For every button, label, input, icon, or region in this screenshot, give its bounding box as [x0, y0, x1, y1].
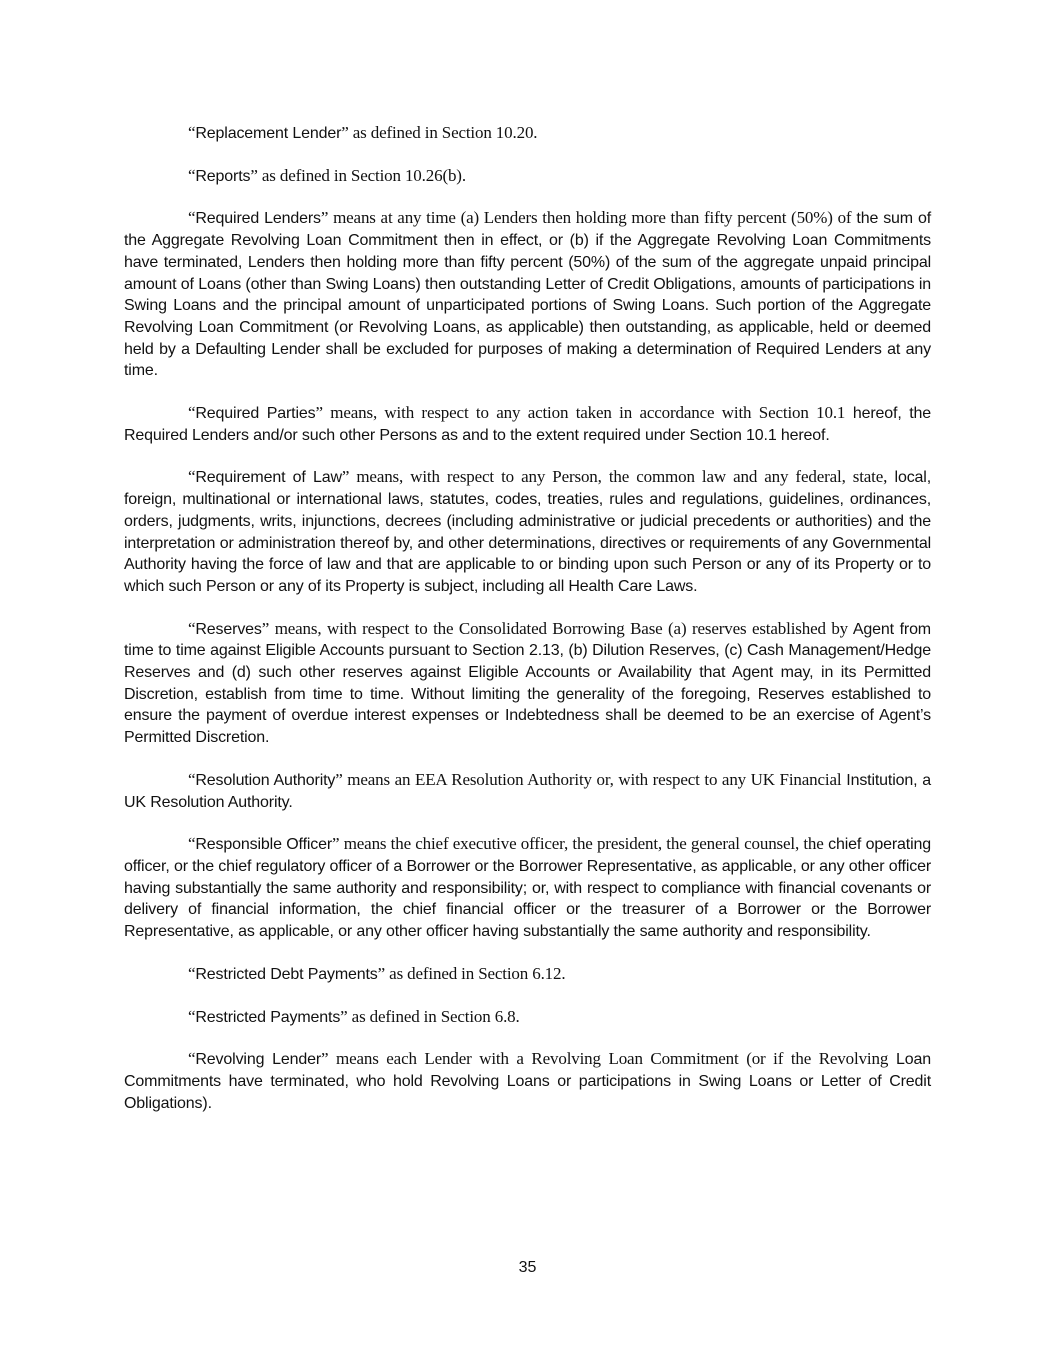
- defined-term: Replacement Lender: [195, 125, 342, 142]
- definition-lead: means, with respect to any action taken in accordance with Section 10.1: [322, 403, 846, 423]
- definition-paragraph: “Restricted Debt Payments” as defined in Section 6.12.: [188, 963, 566, 983]
- defined-term: Requirement of Law: [195, 469, 342, 487]
- defined-term: Responsible Officer: [195, 836, 333, 854]
- definition-text: the sum of the Aggregate Revolving Loan Commitment then in effect, or (b) if the Aggregate Revolving Loan Commitments have terminated, Lenders then holding more than fifty percent (50%) of the sum of the aggregate unpaid principal amount of Loans (other than Swing Loans) then outstanding Letter of Credit Obligations, amounts of participations in Swing Loans and the principal amount of unparticipated portions of Swing Loans. Such portion of the Aggregate Revolving Loan Commitment (or Revolving Loans, as applicable) then outstanding, as applicable, held or deemed held by a Defaulting Lender shall be excluded for purposes of making a determination of Required Lenders at any time.: [124, 210, 931, 380]
- definition-paragraph: “Responsible Officer” means the chief executive officer, the president, the general counsel, the chief operating officer, or the chief regulatory officer of a Borrower or the Borrower Representative, as applicable, or any other officer having substantially the same authority and responsibility; or, with respect to compliance with financial covenants or delivery of financial information, the chief financial officer or the treasurer of a Borrower or the Borrower Representative, as applicable, or any other officer having substantially the same authority and responsibility.: [124, 834, 932, 941]
- definition-paragraph: “Requirement of Law” means, with respect to any Person, the common law and any federal, state, local, foreign, multinational or international laws, statutes, codes, treaties, rules and regulations, guidelines, ordinances, orders, judgments, writs, injunctions, decrees (including administrative or judicial precedents or authorities) and the interpretation or administration thereof by, and other determinations, directives or requirements of any Governmental Authority having the force of law and that are applicable to or binding upon such Person or any of its Property or to which such Person or any of its Property is subject, including all Health Care Laws.: [124, 467, 931, 595]
- defined-term: Restricted Debt Payments: [195, 965, 378, 983]
- defined-term: Resolution Authority: [195, 771, 336, 789]
- definition-lead: means an EEA Resolution Authority or, with respect to any UK Financial: [342, 769, 842, 789]
- definition-lead: as defined in Section 6.12.: [385, 963, 566, 983]
- definition-lead: as defined in Section 10.26(b).: [257, 165, 466, 185]
- definition-paragraph: “Revolving Lender” means each Lender with a Revolving Loan Commitment (or if the Revolving Loan Commitments have terminated, who hold Revolving Loans or participations in Swing Loans or Letter of Credit Obligations).: [124, 1049, 931, 1112]
- definition-text: Agent from time to time against Eligible Accounts pursuant to Section 2.13, (b) Dilution Reserves, (c) Cash Management/Hedge Reserves and (d) such other reserves against Eligible Accounts or Availability that Agent may, in its Permitted Discretion, establish from time to time. Without limiting the generality of the foregoing, Reserves established to ensure the payment of overdue interest expenses or Indebtedness shall be deemed to be an exercise of Agent’s Permitted Discretion.: [124, 620, 931, 747]
- defined-term: Required Parties: [195, 405, 316, 423]
- definition-paragraph: “Required Lenders” means at any time (a) Lenders then holding more than fifty percent (50%) of the sum of the Aggregate Revolving Loan Commitment then in effect, or (b) if the Aggregate Revolving Loan Commitments have terminated, Lenders then holding more than fifty percent (50%) of the sum of the aggregate unpaid principal amount of Loans (other than Swing Loans) then outstanding Letter of Credit Obligations, amounts of participations in Swing Loans and the principal amount of unparticipated portions of Swing Loans. Such portion of the Aggregate Revolving Loan Commitment (or Revolving Loans, as applicable) then outstanding, as applicable, held or deemed held by a Defaulting Lender shall be excluded for purposes of making a determination of Required Lenders at any time.: [124, 208, 931, 380]
- definition-paragraph: “Reports” as defined in Section 10.26(b).: [188, 165, 466, 185]
- definition-paragraph: “Restricted Payments” as defined in Section 6.8.: [188, 1006, 520, 1026]
- defined-term: Reports: [195, 167, 251, 185]
- definition-paragraph: “Resolution Authority” means an EEA Resolution Authority or, with respect to any UK Financial Institution, a UK Resolution Authority.: [124, 769, 931, 811]
- definition-text: local, foreign, multinational or international laws, statutes, codes, treaties, rules and regulations, guidelines, ordinances, orders, judgments, writs, injunctions, decrees (including administrative or judicial precedents or authorities) and the interpretation or administration thereof by, and other determinations, directives or requirements of any Governmental Authority having the force of law and that are applicable to or binding upon such Person or any of its Property or to which such Person or any of its Property is subject, including all Health Care Laws.: [124, 469, 931, 595]
- definition-paragraph: “Required Parties” means, with respect to any action taken in accordance with Section 10.1 hereof, the Required Lenders and/or such other Persons as and to the extent required under Section 10.1 hereof.: [124, 403, 931, 444]
- definition-paragraph: “Reserves” means, with respect to the Consolidated Borrowing Base (a) reserves established by Agent from time to time against Eligible Accounts pursuant to Section 2.13, (b) Dilution Reserves, (c) Cash Management/Hedge Reserves and (d) such other reserves against Eligible Accounts or Availability that Agent may, in its Permitted Discretion, establish from time to time. Without limiting the generality of the foregoing, Reserves established to ensure the payment of overdue interest expenses or Indebtedness shall be deemed to be an exercise of Agent’s Permitted Discretion.: [124, 618, 931, 747]
- defined-term: Revolving Lender: [195, 1051, 322, 1069]
- definition-paragraph: “Replacement Lender” as defined in Section 10.20.: [188, 123, 538, 142]
- page-number: 35: [518, 1259, 537, 1276]
- definition-lead: means each Lender with a Revolving Loan Commitment (or if the Revolving: [328, 1049, 889, 1069]
- definition-lead: means the chief executive officer, the president, the general counsel, the: [339, 834, 824, 854]
- definition-lead: means, with respect to any Person, the common law and any federal, state,: [349, 467, 888, 487]
- definition-text: Institution, a UK Resolution Authority.: [124, 771, 931, 811]
- defined-term: Required Lenders: [195, 210, 321, 228]
- definitions-list: [124, 122, 931, 1134]
- defined-term: Restricted Payments: [195, 1008, 341, 1026]
- defined-term: Reserves: [195, 620, 262, 638]
- definition-lead: means, with respect to the Consolidated Borrowing Base (a) reserves established by: [269, 618, 849, 638]
- definition-lead: as defined in Section 10.20.: [348, 123, 538, 142]
- definition-text: Loan Commitments have terminated, who hold Revolving Loans or participations in Swing Loans or Letter of Credit Obligations).: [124, 1051, 931, 1112]
- definition-text: hereof, the Required Lenders and/or such other Persons as and to the extent required under Section 10.1 hereof.: [124, 405, 931, 444]
- definition-lead: as defined in Section 6.8.: [347, 1006, 520, 1026]
- definition-text: chief operating officer, or the chief regulatory officer of a Borrower or the Borrower Representative, as applicable, or any other officer having substantially the same authority and responsibility; or, with respect to compliance with financial covenants or delivery of financial information, the chief financial officer or the treasurer of a Borrower or the Borrower Representative, as applicable, or any other officer having substantially the same authority and responsibility.: [124, 836, 932, 941]
- definition-lead: means at any time (a) Lenders then holding more than fifty percent (50%) of: [328, 208, 852, 228]
